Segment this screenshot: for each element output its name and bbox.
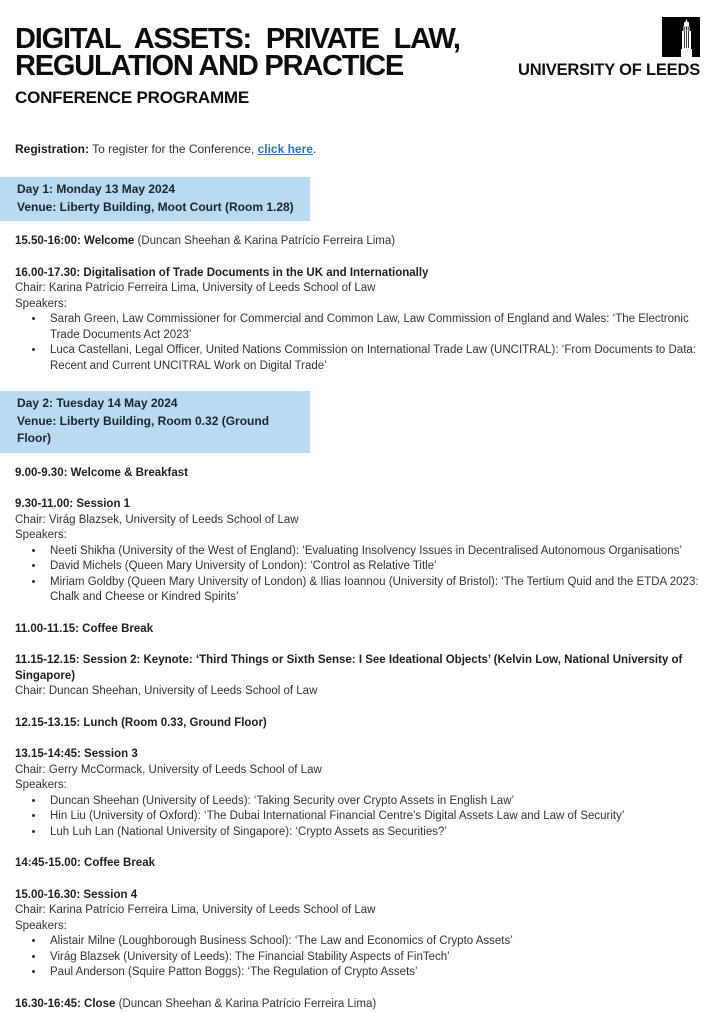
chair-line: Chair: Duncan Sheehan, University of Leeds School of Law — [15, 684, 704, 700]
registration-period: . — [313, 142, 316, 156]
event-title-line — [15, 888, 704, 904]
speakers-list — [15, 794, 704, 841]
title-line-1: DIGITAL ASSETS: PRIVATE LAW, — [15, 26, 704, 53]
registration-label: Registration: — [15, 142, 89, 156]
day-1-banner — [0, 177, 310, 221]
speaker-item: • Paul Anderson (Squire Patton Boggs): ‘The Regulation of Crypto Assets’ — [45, 965, 704, 981]
event-block — [15, 653, 704, 700]
event-title-line — [15, 622, 704, 638]
event-block — [15, 234, 704, 250]
event-title-line — [15, 266, 704, 282]
chair-line: Chair: Karina Patrício Ferreira Lima, University of Leeds School of Law — [15, 281, 704, 297]
event-time-title: 9.00-9.30: Welcome & Breakfast — [15, 467, 188, 479]
document-header — [15, 26, 704, 108]
speaker-item: • Virág Blazsek (University of Leeds): The Financial Stability Aspects of FinTech’ — [45, 950, 704, 966]
event-title-line — [15, 497, 704, 513]
event-title-line — [15, 716, 704, 732]
registration-text: To register for the Conference, — [89, 142, 258, 156]
event-suffix: (Duncan Sheehan & Karina Patrício Ferreira Lima) — [115, 998, 376, 1010]
event-time-title: 15.00-16.30: Session 4 — [15, 889, 137, 901]
day-2-banner — [0, 391, 310, 453]
speakers-label: Speakers: — [15, 919, 704, 935]
day-banner-date: Day 2: Tuesday 14 May 2024 — [17, 395, 300, 413]
event-title-line — [15, 747, 704, 763]
event-time-title: 14:45-15.00: Coffee Break — [15, 857, 155, 869]
speaker-item: • Alistair Milne (Loughborough Business School): ‘The Law and Economics of Crypto Assets’ — [45, 934, 704, 950]
speaker-item: • David Michels (Queen Mary University of London): ‘Control as Relative Title’ — [45, 559, 704, 575]
event-block — [15, 716, 704, 732]
event-time-title: 15.50-16:00: Welcome — [15, 235, 134, 247]
event-title-line — [15, 856, 704, 872]
event-block — [15, 747, 704, 840]
speaker-item: • Sarah Green, Law Commissioner for Commercial and Common Law, Law Commission of England and Wales: ‘The Electronic Trade Documents Act 2023’ — [45, 312, 704, 343]
leeds-tower-icon — [662, 17, 700, 57]
page-subtitle: CONFERENCE PROGRAMME — [15, 88, 704, 108]
chair-line: Chair: Virág Blazsek, University of Leeds School of Law — [15, 513, 704, 529]
logo-wordmark: UNIVERSITY OF LEEDS — [518, 61, 700, 80]
speaker-item: • Neeti Shikha (University of the West of England): ‘Evaluating Insolvency Issues in Decentralised Autonomous Organisations’ — [45, 544, 704, 560]
speakers-label: Speakers: — [15, 778, 704, 794]
speakers-list — [15, 544, 704, 606]
speakers-list — [15, 934, 704, 981]
chair-line: Chair: Gerry McCormack, University of Leeds School of Law — [15, 763, 704, 779]
programme — [15, 177, 704, 1012]
speakers-label: Speakers: — [15, 528, 704, 544]
event-title-line — [15, 997, 704, 1012]
event-time-title: 16.00-17.30: Digitalisation of Trade Documents in the UK and Internationally — [15, 267, 428, 279]
event-block — [15, 856, 704, 872]
day-banner-venue: Venue: Liberty Building, Room 0.32 (Ground Floor) — [17, 413, 300, 448]
day-banner-venue: Venue: Liberty Building, Moot Court (Room 1.28) — [17, 199, 300, 217]
event-time-title: 12.15-13.15: Lunch (Room 0.33, Ground Floor) — [15, 717, 267, 729]
event-block — [15, 888, 704, 981]
click-here-link[interactable]: click here — [258, 142, 313, 156]
event-title-line — [15, 466, 704, 482]
speaker-item: • Hin Liu (University of Oxford): ‘The Dubai International Financial Centre’s Digital Assets Law and Law of Security’ — [45, 809, 704, 825]
event-time-title: 13.15-14:45: Session 3 — [15, 748, 138, 760]
title-line-2: REGULATION AND PRACTICE — [15, 53, 704, 80]
chair-line: Chair: Karina Patrício Ferreira Lima, University of Leeds School of Law — [15, 903, 704, 919]
event-block — [15, 622, 704, 638]
event-time-title: 16.30-16:45: Close — [15, 998, 115, 1010]
speaker-item: • Luca Castellani, Legal Officer, United Nations Commission on International Trade Law (UNCITRAL): ‘From Documents to Data: Recent and Current UNCITRAL Work on Digital Trade’ — [45, 343, 704, 374]
speaker-item: • Luh Luh Lan (National University of Singapore): ‘Crypto Assets as Securities?’ — [45, 825, 704, 841]
event-title-line — [15, 234, 704, 250]
event-time-title: 9.30-11.00: Session 1 — [15, 498, 130, 510]
speakers-list — [15, 312, 704, 374]
event-block — [15, 466, 704, 482]
event-block — [15, 266, 704, 375]
speakers-label: Speakers: — [15, 297, 704, 313]
speaker-item: • Duncan Sheehan (University of Leeds): ‘Taking Security over Crypto Assets in English Law’ — [45, 794, 704, 810]
university-of-leeds-logo — [518, 17, 700, 80]
event-block — [15, 997, 704, 1012]
event-time-title: 11.15-12.15: Session 2: Keynote: ‘Third Things or Sixth Sense: I See Ideational Objects’ (Kelvin Low, National University of Singapore) — [15, 654, 682, 682]
speaker-item: • Miriam Goldby (Queen Mary University of London) & Ilias Ioannou (University of Bristol): ‘The Tertium Quid and the ETDA 2023: Chalk and Cheese or Kindred Spirits’ — [45, 575, 704, 606]
event-time-title: 11.00-11.15: Coffee Break — [15, 623, 153, 635]
event-block — [15, 497, 704, 606]
registration-line — [15, 142, 704, 157]
day-banner-date: Day 1: Monday 13 May 2024 — [17, 181, 300, 199]
event-suffix: (Duncan Sheehan & Karina Patrício Ferreira Lima) — [134, 235, 395, 247]
event-title-line — [15, 653, 704, 684]
